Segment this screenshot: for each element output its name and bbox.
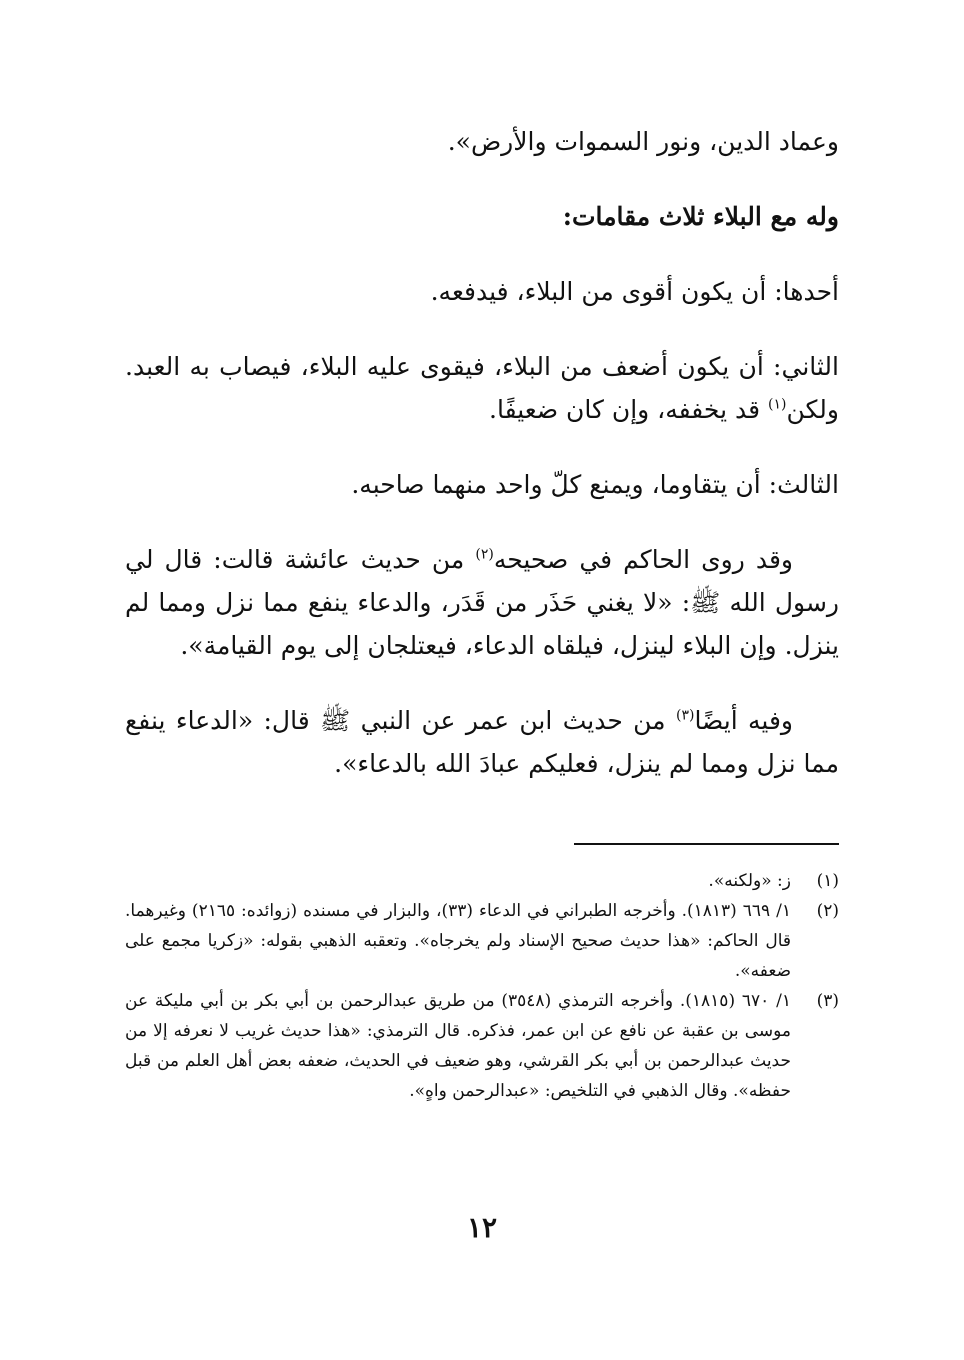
paragraph-1: وعماد الدين، ونور السموات والأرض».	[447, 127, 839, 156]
footnote-number: (٢)	[816, 901, 839, 921]
main-text	[125, 120, 839, 785]
paragraph-ibn-umar-text-b: من حديث ابن عمر عن النبي ﷺ قال: «الدعاء ينفع مما نزل ومما لم ينزل، فعليكم عبادَ الله بالدعاء».	[125, 706, 839, 778]
footnote-2	[125, 896, 839, 986]
footnotes	[125, 866, 839, 1106]
footnote-3	[125, 986, 839, 1106]
paragraph-hakim-text-b: من حديث عائشة قالت: قال لي رسول الله ﷺ: «لا يغني حَذَر من قَدَر، والدعاء ينفع مما نزل ومما لم ينزل. وإن البلاء لينزل، فيلقاه الدعاء، فيعتلجان إلى يوم القيامة».	[125, 545, 839, 660]
paragraph-third-station: الثالث: أن يتقاوما، ويمنع كلّ واحد منهما صاحبه.	[351, 470, 839, 499]
footnote-number: (١)	[816, 871, 839, 891]
footnote-number: (٣)	[816, 991, 839, 1011]
paragraph-ibn-umar-hadith	[125, 699, 839, 785]
paragraph-second-station-text-a: الثاني: أن يكون أضعف من البلاء، فيقوى عليه البلاء، فيصاب به العبد. ولكن	[125, 352, 839, 424]
footnote-marker-2[interactable]: (٢)	[475, 546, 494, 563]
footnote-marker-1[interactable]: (١)	[768, 396, 787, 413]
footnote-text: ١/ ٦٧٠ (١٨١٥). وأخرجه الترمذي (٣٥٤٨) من طريق عبدالرحمن بن أبي بكر بن أبي مليكة عن موسى بن عقبة عن نافع عن ابن عمر، فذكره. قال الترمذي: «هذا حديث غريب لا نعرفه إلا من حديث عبدالرحمن بن أبي بكر القرشي، وهو ضعيف في الحديث، ضعفه بعض أهل العلم من قبل حفظه». وقال الذهبي في التلخيص: «عبدالرحمن واهٍ».	[125, 991, 792, 1101]
paragraph-hakim-hadith	[125, 538, 839, 667]
paragraph-hakim-text-a: وقد روى الحاكم في صحيحه	[493, 545, 793, 574]
paragraph-ibn-umar-text-a: وفيه أيضًا	[694, 706, 793, 735]
footnote-text: ز: «ولكنه».	[708, 871, 791, 891]
section-heading: وله مع البلاء ثلاث مقامات:	[562, 202, 839, 231]
paragraph-first-station: أحدها: أن يكون أقوى من البلاء، فيدفعه.	[430, 277, 839, 306]
footnote-text: ١/ ٦٦٩ (١٨١٣). وأخرجه الطبراني في الدعاء (٣٣)، والبزار في مسنده (زوائده: ٢١٦٥) وغيرهما. قال الحاكم: «هذا حديث صحيح الإسناد ولم يخرجاه». وتعقبه الذهبي بقوله: «زكريا مجمع على ضعفه».	[125, 901, 791, 981]
paragraph-second-station-text-b: قد يخففه، وإن كان ضعيفًا.	[489, 395, 768, 424]
footnote-marker-3[interactable]: (٣)	[675, 707, 695, 724]
footnote-1	[125, 866, 839, 896]
footnote-separator	[574, 843, 839, 845]
page-number: ١٢	[466, 1211, 498, 1244]
paragraph-second-station	[125, 345, 839, 431]
